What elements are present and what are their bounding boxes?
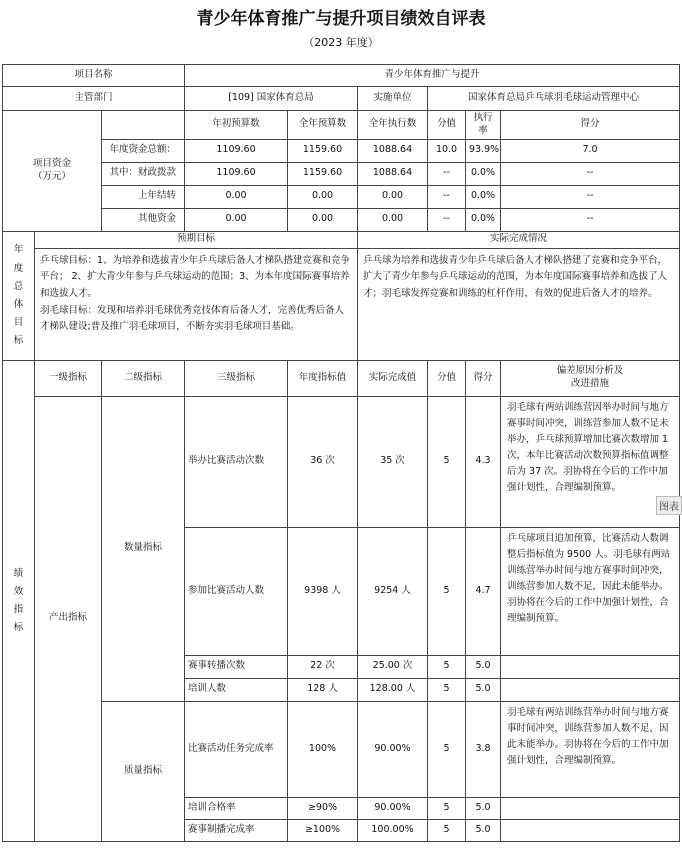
perf-target: ≥90% xyxy=(288,797,358,819)
perf-got: 4.3 xyxy=(466,396,501,527)
perf-row xyxy=(3,701,680,797)
funds-header-blank xyxy=(102,111,185,140)
perf-header-score: 分值 xyxy=(428,360,466,396)
funds-cell: -- xyxy=(501,185,680,208)
funds-row xyxy=(3,208,680,231)
row-project-name xyxy=(3,65,680,87)
perf-target: 22 次 xyxy=(288,655,358,678)
perf-actual: 128.00 人 xyxy=(358,678,428,701)
funds-row xyxy=(3,162,680,185)
goals-content-row xyxy=(3,248,680,360)
perf-actual: 9254 人 xyxy=(358,527,428,655)
perf-score: 5 xyxy=(428,655,466,678)
funds-header-got: 得分 xyxy=(501,111,680,140)
perf-actual: 90.00% xyxy=(358,797,428,819)
perf-header-row xyxy=(3,360,680,396)
funds-row-label: 其中：财政拨款 xyxy=(102,162,185,185)
perf-header-l3: 三级指标 xyxy=(185,360,288,396)
goals-expected-badminton: 羽毛球目标：发现和培养羽毛球优秀竞技体育后备人才，完善优秀后备人才梯队建设;普及推广羽毛球项目，不断夯实羽毛球项目基础。 xyxy=(40,304,345,333)
perf-l3-name: 赛事转播次数 xyxy=(185,655,288,678)
perf-l3-name: 培训人数 xyxy=(185,678,288,701)
funds-cell: 0.00 xyxy=(185,185,288,208)
funds-header-rate: 执行率 xyxy=(466,111,501,140)
funds-cell: 1109.60 xyxy=(185,162,288,185)
perf-target: ≥100% xyxy=(288,819,358,841)
perf-header-got: 得分 xyxy=(466,360,501,396)
perf-header-actual: 实际完成值 xyxy=(358,360,428,396)
funds-cell: -- xyxy=(501,208,680,231)
perf-score: 5 xyxy=(428,701,466,797)
perf-actual: 35 次 xyxy=(358,396,428,527)
perf-header-reason: 偏差原因分析及 改进措施 xyxy=(501,360,680,396)
perf-l3-name: 参加比赛活动人数 xyxy=(185,527,288,655)
perf-score: 5 xyxy=(428,678,466,701)
page-title: 青少年体育推广与提升项目绩效自评表 xyxy=(196,9,486,29)
funds-row-label: 上年结转 xyxy=(102,185,185,208)
funds-cell: -- xyxy=(428,185,466,208)
funds-row-label: 年度资金总额： xyxy=(102,139,185,162)
goals-header-row xyxy=(3,231,680,248)
funds-header-initial: 年初预算数 xyxy=(185,111,288,140)
perf-got: 5.0 xyxy=(466,678,501,701)
perf-reason: 乒乓球项目追加预算，比赛活动人数调整后指标值为 9500 人。羽毛球有两站训练营举办时间与地方赛事时间冲突，训练营参加人数不足，因此未能举办。羽协将在今后的工作中加强计划性，合理编制预算。 xyxy=(501,527,680,655)
perf-reason xyxy=(501,797,680,819)
funds-cell: 0.0% xyxy=(466,162,501,185)
perf-actual: 25.00 次 xyxy=(358,655,428,678)
goals-expected-pingpong: 乒乓球目标：1、为培养和选拔青少年乒乓球后备人才梯队搭建竞赛和竞争平台； 2、扩大青少年参与乒乓球运动的范围；3、为本年度国际赛事培养和选拔人才。 xyxy=(40,254,351,299)
perf-score: 5 xyxy=(428,819,466,841)
funds-cell: 0.00 xyxy=(288,208,358,231)
funds-header-row xyxy=(3,111,680,140)
project-name-value: 青少年体育推广与提升 xyxy=(185,65,680,87)
goals-actual-header: 实际完成情况 xyxy=(358,231,680,248)
department-label: 主管部门 xyxy=(3,87,185,111)
funds-cell: 0.00 xyxy=(185,208,288,231)
perf-reason xyxy=(501,678,680,701)
evaluation-table xyxy=(2,64,680,842)
perf-reason: 羽毛球有两站训练营举办时间与地方赛事时间冲突，训练营参加人数不足，因此未能举办。羽协将在今后的工作中加强计划性，合理编制预算。 xyxy=(501,701,680,797)
funds-cell: -- xyxy=(428,162,466,185)
funds-cell: -- xyxy=(428,208,466,231)
perf-got: 5.0 xyxy=(466,655,501,678)
perf-score: 5 xyxy=(428,527,466,655)
unit-label: 实施单位 xyxy=(358,87,428,111)
chart-tooltip-badge[interactable]: 图表 xyxy=(656,496,682,515)
project-name-label: 项目名称 xyxy=(3,65,185,87)
funds-cell: -- xyxy=(501,162,680,185)
row-department xyxy=(3,87,680,111)
perf-l3-name: 赛事制播完成率 xyxy=(185,819,288,841)
perf-target: 9398 人 xyxy=(288,527,358,655)
goals-expected-header: 预期目标 xyxy=(35,231,358,248)
funds-cell: 93.9% xyxy=(466,139,501,162)
perf-l2-quality: 质量指标 xyxy=(102,701,185,841)
perf-l3-name: 比赛活动任务完成率 xyxy=(185,701,288,797)
funds-cell: 0.00 xyxy=(358,208,428,231)
perf-label: 绩效指标 xyxy=(3,360,35,841)
perf-l3-name: 培训合格率 xyxy=(185,797,288,819)
funds-header-exec: 全年执行数 xyxy=(358,111,428,140)
perf-target: 36 次 xyxy=(288,396,358,527)
department-value: [109] 国家体育总局 xyxy=(185,87,358,111)
perf-got: 5.0 xyxy=(466,797,501,819)
perf-score: 5 xyxy=(428,797,466,819)
perf-header-l1: 一级指标 xyxy=(35,360,102,396)
funds-label: 项目资金 （万元） xyxy=(3,111,102,232)
funds-row-label: 其他资金 xyxy=(102,208,185,231)
year-subtitle: （2023 年度） xyxy=(303,36,379,49)
perf-target: 100% xyxy=(288,701,358,797)
goals-expected-text xyxy=(35,248,358,360)
funds-cell: 10.0 xyxy=(428,139,466,162)
funds-cell: 0.0% xyxy=(466,208,501,231)
funds-row xyxy=(3,139,680,162)
perf-got: 4.7 xyxy=(466,527,501,655)
funds-cell: 1088.64 xyxy=(358,139,428,162)
perf-header-l2: 二级指标 xyxy=(102,360,185,396)
funds-cell: 0.00 xyxy=(358,185,428,208)
perf-header-target: 年度指标值 xyxy=(288,360,358,396)
perf-reason xyxy=(501,819,680,841)
perf-target: 128 人 xyxy=(288,678,358,701)
funds-cell: 1109.60 xyxy=(185,139,288,162)
funds-cell: 1088.64 xyxy=(358,162,428,185)
goals-actual-text: 乒乓球为培养和选拔青少年乒乓球后备人才梯队搭建了竞赛和竞争平台，扩大了青少年参与乒乓球运动的范围，为本年度国际赛事培养和选拔了人才；羽毛球发挥竞赛和训练的杠杆作用，有效的促进后备人才的培养。 xyxy=(358,248,680,360)
perf-row xyxy=(3,396,680,527)
funds-cell: 1159.60 xyxy=(288,162,358,185)
funds-cell: 0.00 xyxy=(288,185,358,208)
perf-l2-quantity: 数量指标 xyxy=(102,396,185,701)
funds-row xyxy=(3,185,680,208)
perf-l1-output: 产出指标 xyxy=(35,396,102,841)
funds-cell: 7.0 xyxy=(501,139,680,162)
perf-l3-name: 举办比赛活动次数 xyxy=(185,396,288,527)
funds-cell: 0.0% xyxy=(466,185,501,208)
funds-header-full: 全年预算数 xyxy=(288,111,358,140)
perf-actual: 100.00% xyxy=(358,819,428,841)
goals-label: 年度总体目标 xyxy=(3,231,35,360)
perf-score: 5 xyxy=(428,396,466,527)
perf-got: 5.0 xyxy=(466,819,501,841)
perf-reason: 羽毛球有两站训练营因举办时间与地方赛事时间冲突，训练营参加人数不足未举办，乒乓球预算增加比赛次数增加 1 次，本年比赛活动次数预算指标值调整后为 37 次。羽协将在今后的工作中加强计划性，合理编制预算。 xyxy=(501,396,680,527)
funds-header-score: 分值 xyxy=(428,111,466,140)
perf-actual: 90.00% xyxy=(358,701,428,797)
funds-cell: 1159.60 xyxy=(288,139,358,162)
unit-value: 国家体育总局乒乓球羽毛球运动管理中心 xyxy=(428,87,680,111)
perf-reason xyxy=(501,655,680,678)
perf-got: 3.8 xyxy=(466,701,501,797)
